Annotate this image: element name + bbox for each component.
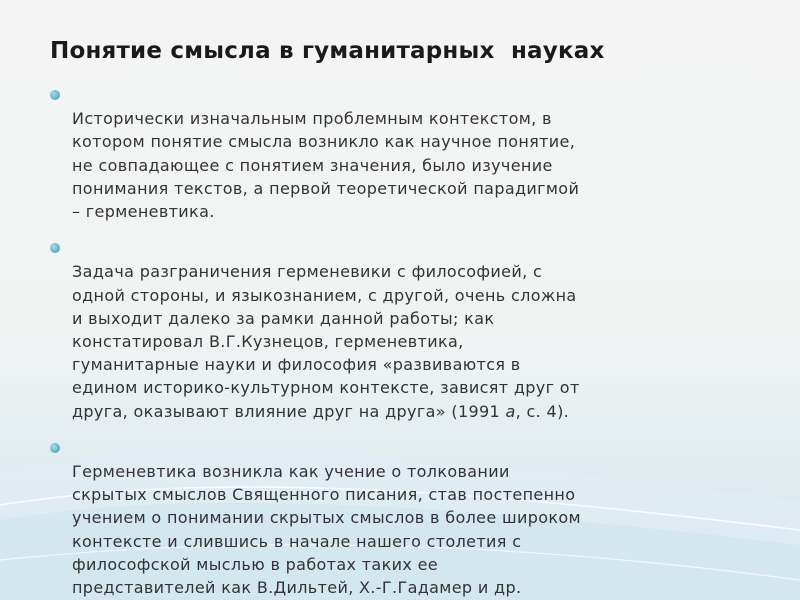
bullet-item [50, 437, 700, 599]
citation-letter: а [505, 401, 516, 421]
bullet-text: Задача разграничения герменевики с философией, с одной стороны, и языкознанием, с другой, очень сложна и выходит далеко за рамки данной работы; как констатировал В.Г.Кузнецов, герменевтика, гуманитарные науки и философия «развиваются в едином историко-культурном контексте, зависят друг от друга, оказывают влияние друг на друга» (1991 [72, 262, 580, 421]
bullet-text: Исторически изначальным проблемным контекстом, в котором понятие смысла возникло как научное понятие, не совпадающее с понятием значения, было изучение понимания текстов, а первой теоретической парадигмой – герменевтика. [72, 109, 580, 222]
bullet-item [50, 84, 700, 223]
bullet-list [50, 84, 700, 600]
bullet-dot-icon [50, 90, 60, 100]
bullet-dot-icon [50, 443, 60, 453]
bullet-text: Герменевтика возникла как учение о толковании скрытых смыслов Священного писания, став постепенно учением о понимании скрытых смыслов в более широком контексте и слившись в начале нашего столетия с философской мыслью в работах таких ее представителей как В.Дильтей, Х.-Г.Гадамер и др. [72, 462, 581, 598]
bullet-text-tail: , с. 4). [515, 401, 570, 421]
bullet-item [50, 237, 700, 423]
bullet-dot-icon [50, 243, 60, 253]
slide-title: Понятие смысла в гуманитарных науках [50, 38, 605, 64]
